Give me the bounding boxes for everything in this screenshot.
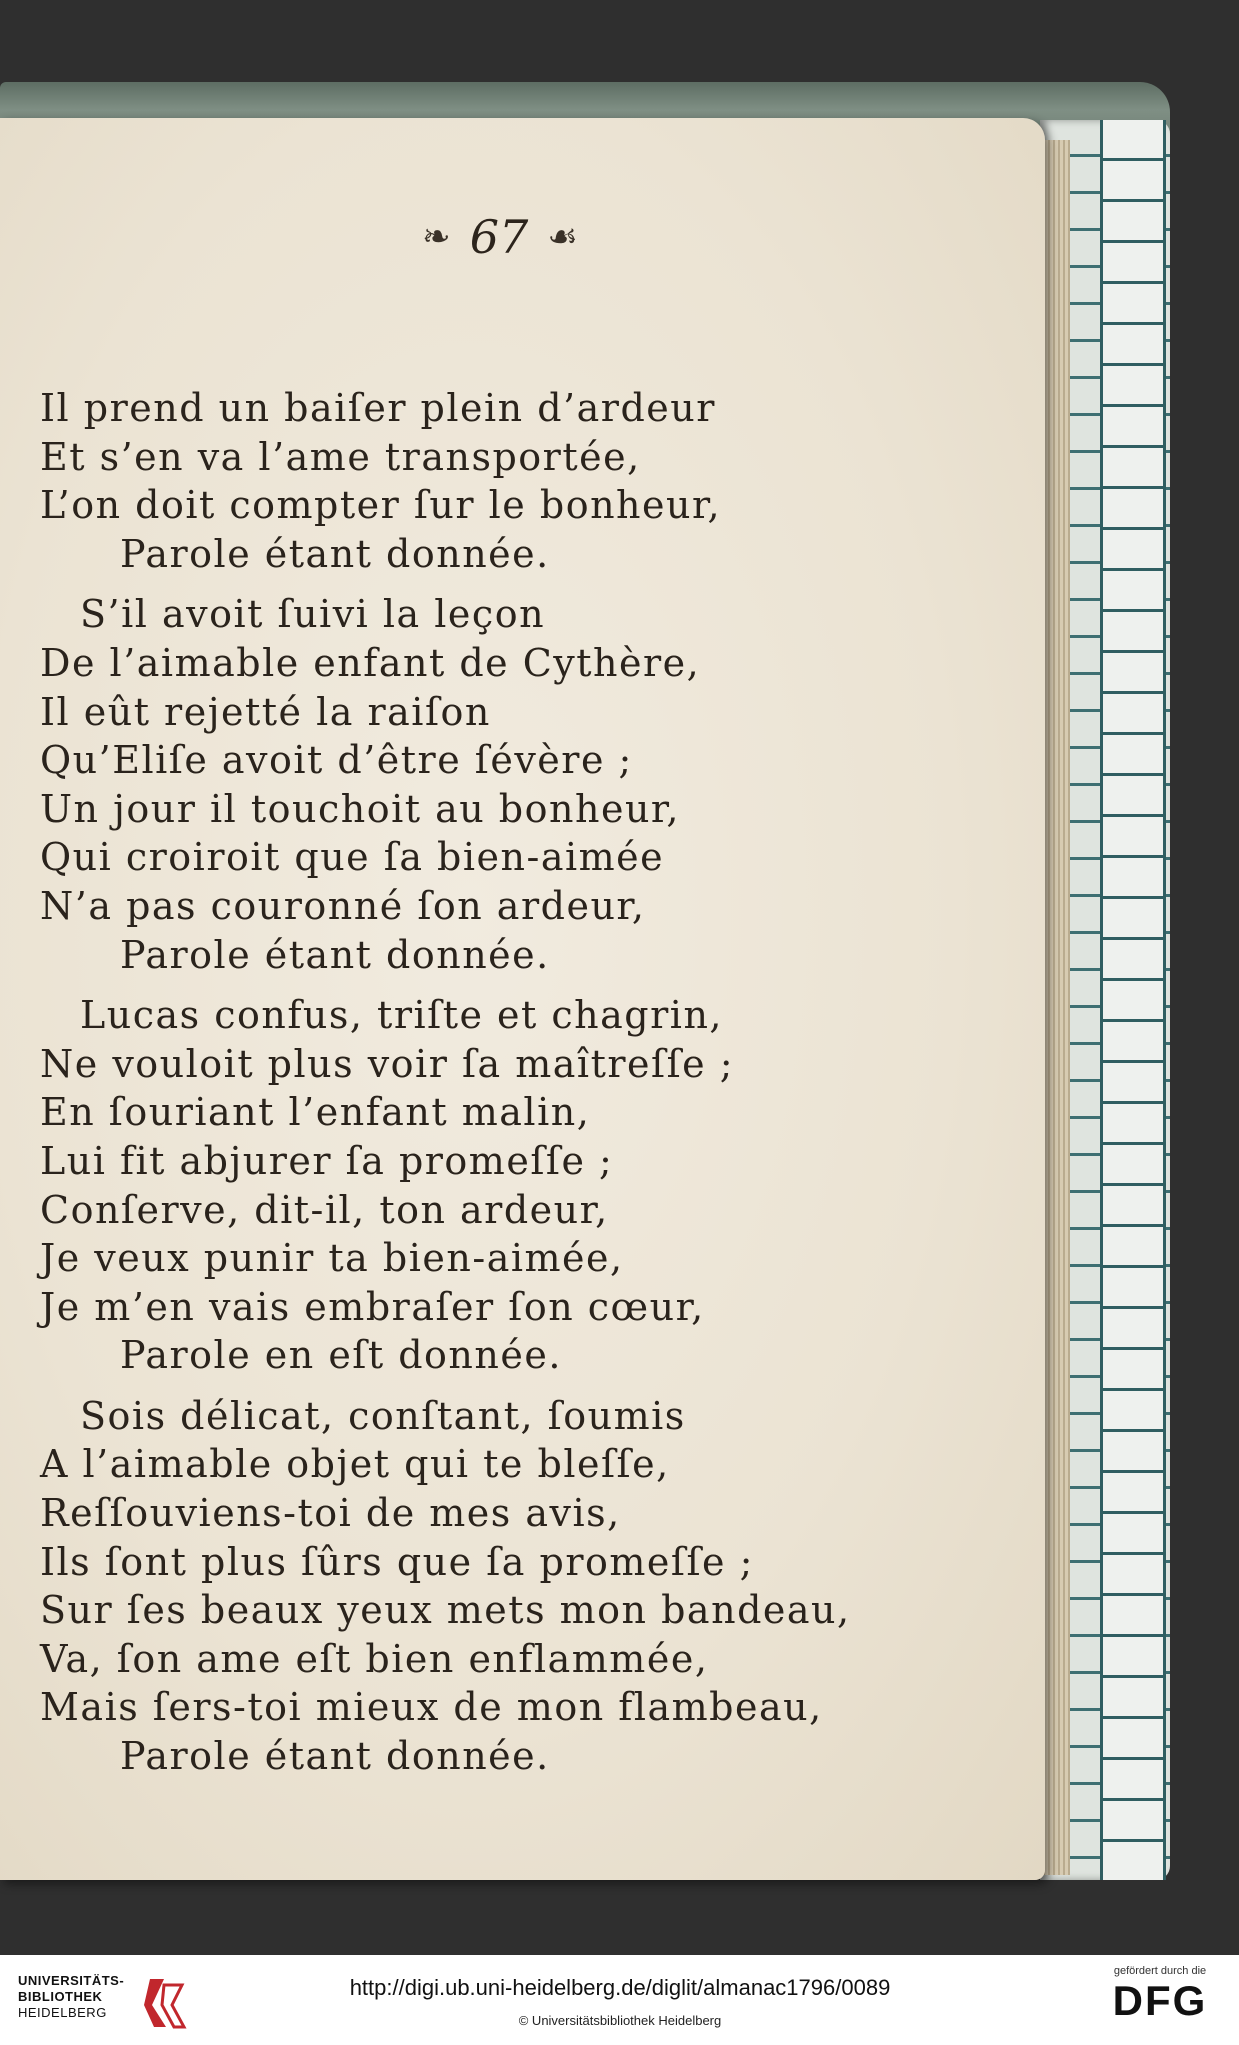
permalink-url[interactable]: http://digi.ub.uni-heidelberg.de/diglit/almanac1796/0089	[349, 1975, 891, 2000]
stanza-gap	[40, 578, 880, 590]
poem-line: Je m’en vais embraſer ſon cœur,	[40, 1284, 705, 1329]
cover-pattern-stripe	[1100, 120, 1166, 1880]
library-name-line-3: HEIDELBERG	[18, 2005, 107, 2020]
poem-line: Conſerve, dit-il, ton ardeur,	[40, 1187, 609, 1232]
poem-line: Ils ſont plus ſûrs que ſa promeſſe ;	[40, 1539, 754, 1584]
poem-line: Un jour il touchoit au bonheur,	[40, 786, 680, 831]
poem-line: De l’aimable enfant de Cythère,	[40, 640, 701, 685]
university-library-logo[interactable]	[18, 1973, 218, 2033]
poem-line: Sois délicat, conſtant, ſoumis	[80, 1393, 686, 1438]
page-number: 67	[469, 210, 529, 264]
poem-line: Lucas confus, triſte et chagrin,	[80, 993, 723, 1038]
poem-line: Va, ſon ame eſt bien enflammée,	[40, 1636, 709, 1681]
poem-line: S’il avoit ſuivi la leçon	[80, 592, 546, 637]
viewer-footer	[0, 1955, 1239, 2045]
dfg-funder-logo[interactable]	[1090, 1965, 1230, 2040]
poem-line: Qu’Eliſe avoit d’être ſévère ;	[40, 738, 633, 783]
poem-line: Sur ſes beaux yeux mets mon bandeau,	[40, 1588, 851, 1633]
poem-line: L’on doit compter ſur le bonheur,	[40, 483, 722, 528]
ornament-right-icon: ☙	[547, 217, 578, 257]
ornament-left-icon: ❧	[422, 217, 451, 257]
page-header	[360, 210, 640, 280]
stanza-gap	[40, 1380, 880, 1392]
poem-line: Et s’en va l’ame transportée,	[40, 434, 641, 479]
stanza-gap	[40, 979, 880, 991]
library-name-line-2: BIBLIOTHEK	[18, 1989, 103, 2004]
poem-refrain-line: Parole en eſt donnée.	[120, 1333, 562, 1378]
poem-line: En ſouriant l’enfant malin,	[40, 1090, 591, 1135]
funder-caption: gefördert durch die	[1113, 1965, 1207, 1977]
poem-line: Reſſouviens-toi de mes avis,	[40, 1491, 621, 1536]
library-mark-icon	[142, 1975, 188, 2031]
poem-refrain-line: Parole étant donnée.	[120, 932, 550, 977]
poem-refrain-line: Parole étant donnée.	[120, 531, 550, 576]
poem-line: Il prend un baiſer plein d’ardeur	[40, 386, 716, 430]
library-name-line-1: UNIVERSITÄTS-	[18, 1973, 125, 1988]
dfg-logo-text: DFG	[1112, 1977, 1208, 2024]
poem-line: N’a pas couronné ſon ardeur,	[40, 883, 646, 928]
poem-refrain-line: Parole étant donnée.	[120, 1734, 550, 1779]
poem-line: Je veux punir ta bien-aimée,	[40, 1236, 624, 1281]
poem-line: A l’aimable objet qui te bleſſe,	[40, 1442, 670, 1487]
poem-line: Il eût rejetté la raiſon	[40, 689, 491, 734]
poem-line: Lui fit abjurer ſa promeſſe ;	[40, 1138, 614, 1183]
poem-line: Qui croiroit que ſa bien-aimée	[40, 835, 665, 880]
poem-text	[40, 384, 880, 1781]
copyright-notice: © Universitätsbibliothek Heidelberg	[518, 2013, 722, 2028]
poem-line: Ne vouloit plus voir ſa maîtreſſe ;	[40, 1041, 735, 1086]
poem-line: Mais ſers-toi mieux de mon flambeau,	[40, 1685, 823, 1730]
